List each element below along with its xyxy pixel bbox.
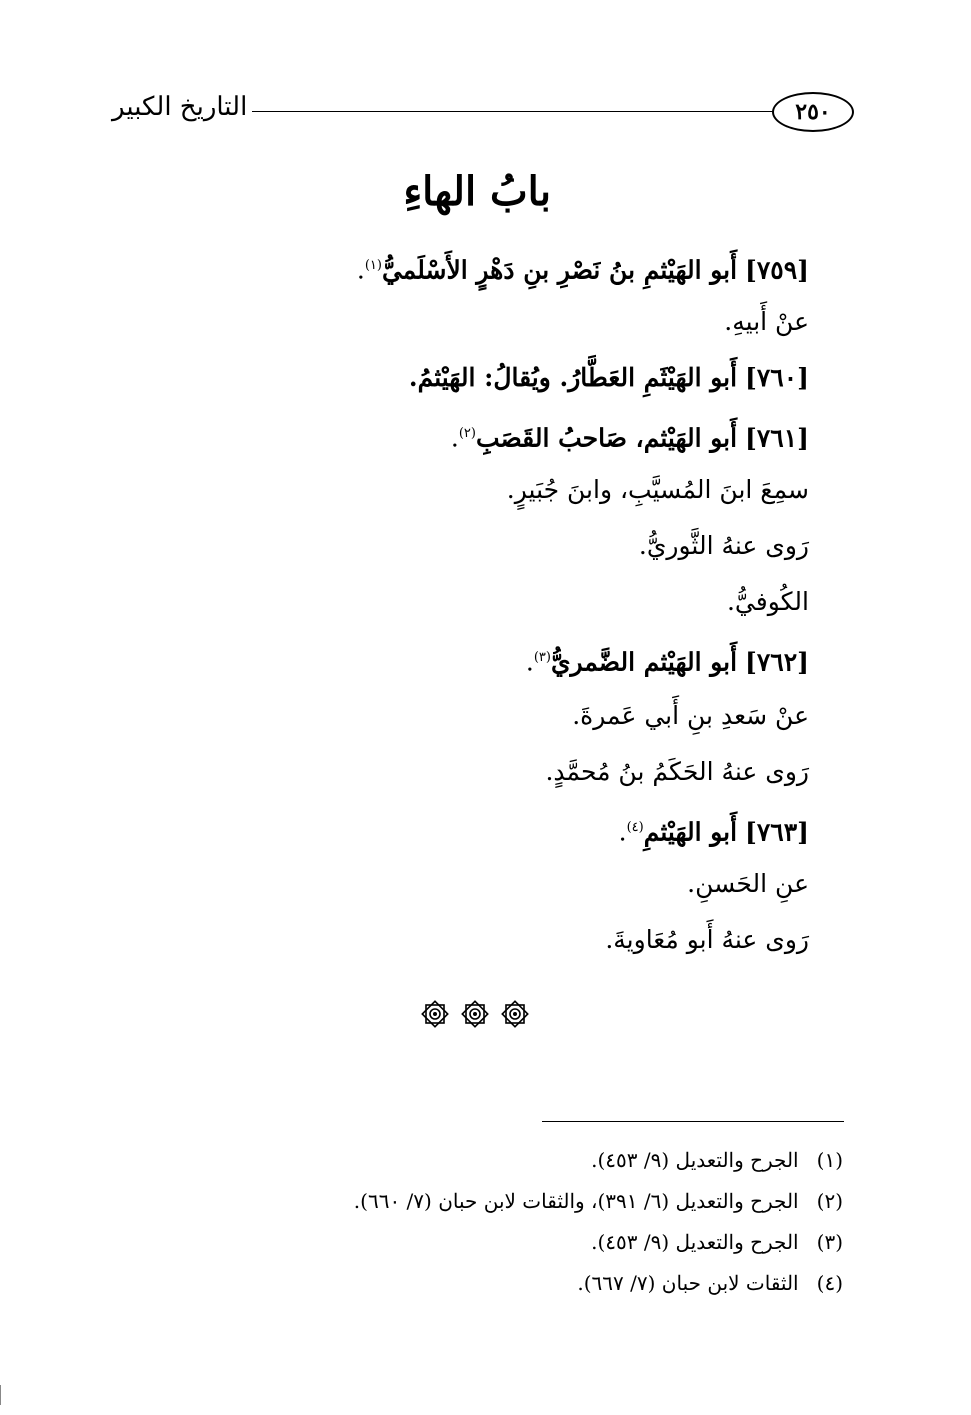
footnote-rule [542, 1121, 844, 1122]
text-line: عنْ أَبيهِ. [724, 307, 809, 336]
chapter-title: بابُ الهاءِ [403, 168, 551, 215]
entry-number: [٧٦٣] [745, 817, 809, 847]
footnote-marker: (٤) [626, 820, 644, 835]
entry-name: أَبو الهَيْثمِ بنُ نَصْرِ بنِ دَهْرٍ الأَسْلَميُّ [381, 255, 738, 285]
margin-mark [0, 1385, 1, 1405]
section-end-ornaments [420, 996, 530, 1032]
text-line: رَوى عنهُ الثَّوريُّ. [638, 531, 809, 560]
footnote-2 [354, 1186, 843, 1216]
entry-759 [357, 248, 809, 288]
entry-762 [526, 640, 809, 680]
entry-number: [٧٦١] [745, 423, 809, 453]
entry-number: [٧٦٢] [745, 647, 809, 677]
flower-ornament-icon [500, 999, 530, 1029]
running-head-title: التاريخ الكبير [112, 92, 248, 122]
footnote-marker: (١) [364, 258, 382, 273]
entry-tail: . [525, 647, 534, 677]
footnote-number: (١) [816, 1148, 843, 1172]
text-line: عنْ سَعدِ بنِ أَبي عَمرةَ. [572, 701, 809, 730]
footnote-number: (٣) [816, 1230, 843, 1254]
page-number: ٢٥٠ [772, 92, 854, 132]
footnote-number: (٤) [816, 1271, 843, 1295]
entry-name: أَبو الهَيْثم، صَاحبُ القَصَبِ [475, 423, 738, 453]
footnote-3 [591, 1227, 843, 1257]
entry-tail: . [618, 817, 627, 847]
entry-760 [409, 360, 809, 396]
footnote-text: الجرح والتعديل (٦/ ٣٩١)، والثقات لابن حبان (٧/ ٦٦٠). [353, 1189, 799, 1213]
text-line: سمِعَ ابنَ المُسيَّبِ، وابنَ جُبَيرٍ. [506, 475, 809, 504]
flower-ornament-icon [420, 999, 450, 1029]
entry-763 [619, 810, 809, 850]
entry-name: أَبو الهَيْثمِ [643, 817, 738, 847]
flower-ornament-icon [460, 999, 490, 1029]
footnote-text: الجرح والتعديل (٩/ ٤٥٣). [591, 1148, 799, 1172]
footnote-marker: (٢) [458, 426, 476, 441]
footnote-number: (٢) [816, 1189, 843, 1213]
text-line: عنِ الحَسنِ. [687, 869, 809, 898]
entry-761 [451, 416, 809, 456]
entry-name: أَبو الهَيْثم الضَّمريُّ [550, 647, 738, 677]
header-rule [252, 111, 774, 112]
text-line: الكُوفيُّ. [726, 587, 809, 616]
entry-name: أَبو الهَيْثَمِ العَطَّارُ. ويُقالُ: الهَيْثمُ. [408, 363, 738, 392]
footnote-marker: (٣) [533, 650, 551, 665]
text-line: رَوى عنهُ أَبو مُعَاويةَ. [605, 925, 809, 954]
footnote-4 [577, 1268, 843, 1298]
footnote-text: الثقات لابن حبان (٧/ ٦٦٧). [577, 1271, 799, 1295]
entry-number: [٧٥٩] [745, 255, 809, 285]
entry-number: [٧٦٠] [745, 363, 809, 392]
footnote-1 [591, 1145, 843, 1175]
entry-tail: . [356, 255, 365, 285]
footnote-text: الجرح والتعديل (٩/ ٤٥٣). [591, 1230, 799, 1254]
entry-tail: . [450, 423, 459, 453]
text-line: رَوى عنهُ الحَكَمُ بنُ مُحمَّدٍ. [545, 757, 809, 786]
